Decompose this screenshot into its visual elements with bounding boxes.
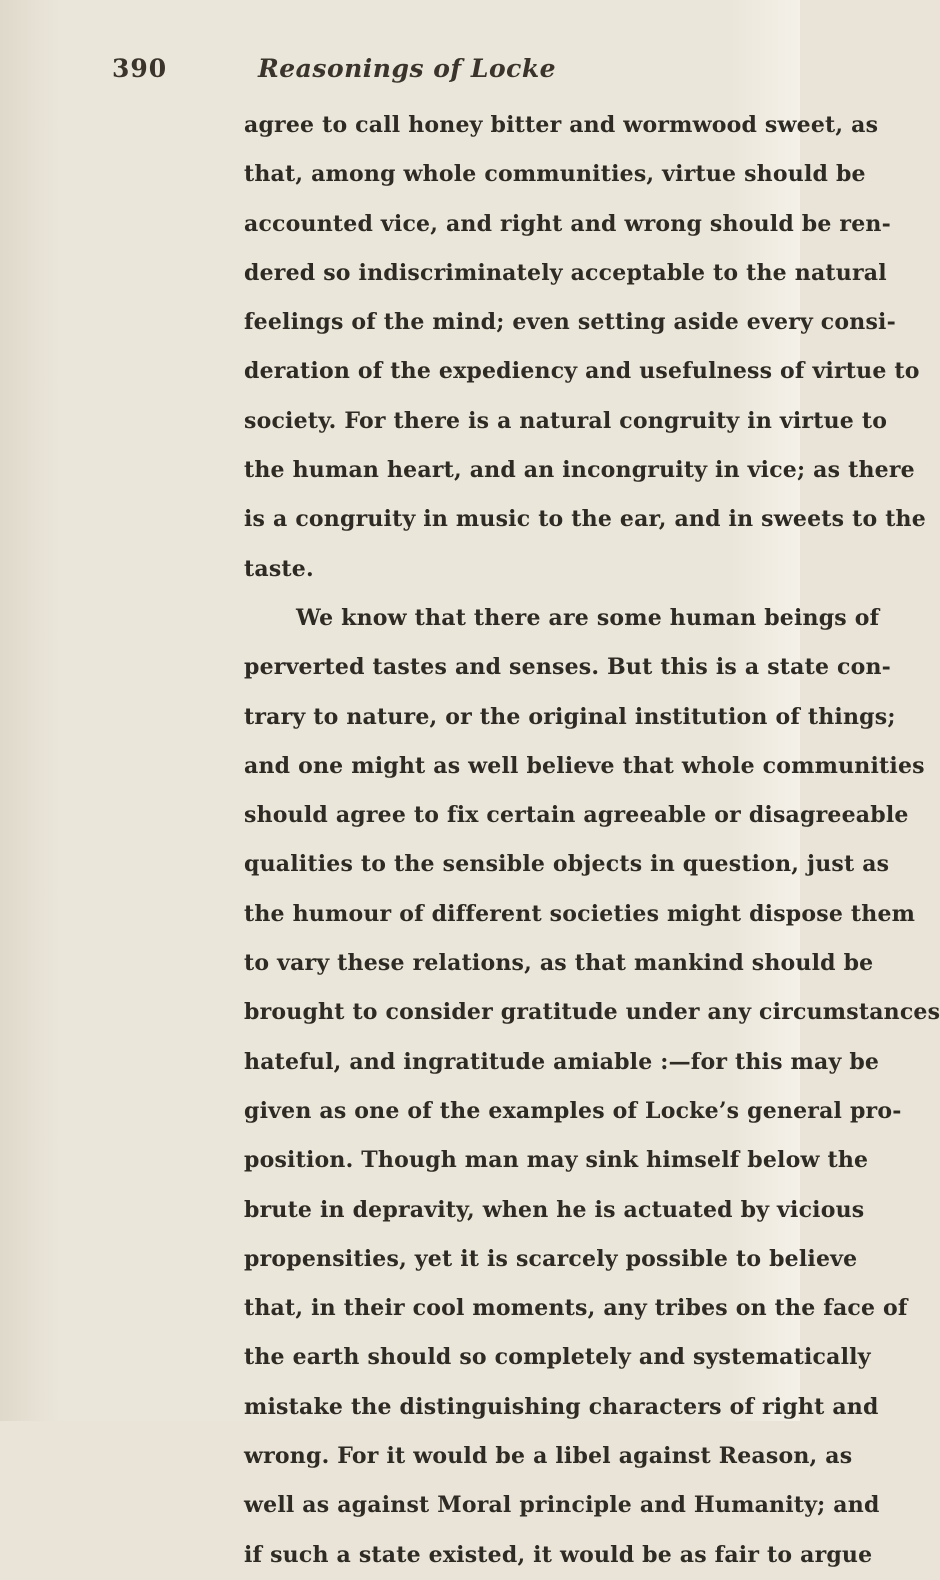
text-line: propensities, yet it is scarcely possible to believe (244, 1245, 858, 1272)
text-line: mistake the distinguishing characters of right and (244, 1393, 879, 1420)
text-line: that, in their cool moments, any tribes on the face of (244, 1295, 908, 1322)
text-line: perverted tastes and senses. But this is a state con- (244, 654, 892, 681)
text-line: feelings of the mind; even setting aside every consi- (244, 309, 896, 336)
text-line: trary to nature, or the original institution of things; (244, 703, 896, 730)
text-line: well as against Moral principle and Humanity; and (244, 1492, 880, 1519)
paragraph-start-line: We know that there are some human beings of (296, 604, 880, 631)
text-line: is a congruity in music to the ear, and in sweets to the (244, 506, 926, 533)
text-line: the earth should so completely and systematically (244, 1344, 871, 1371)
text-line: the humour of different societies might dispose them (244, 900, 916, 927)
text-line: that, among whole communities, virtue should be (244, 161, 866, 188)
text-line: dered so indiscriminately acceptable to the natural (244, 259, 887, 286)
text-line: accounted vice, and right and wrong should be ren- (244, 210, 891, 237)
text-line: brute in depravity, when he is actuated by vicious (244, 1196, 865, 1223)
text-line: given as one of the examples of Locke’s general pro- (244, 1097, 902, 1124)
running-title: Reasonings of Locke (258, 54, 557, 83)
text-line: hateful, and ingratitude amiable :—for this may be (244, 1048, 880, 1075)
text-line: position. Though man may sink himself below the (244, 1147, 869, 1174)
text-line: agree to call honey bitter and wormwood sweet, as (244, 112, 879, 138)
body-text (244, 101, 940, 1580)
running-head (112, 54, 712, 90)
text-line: and one might as well believe that whole communities (244, 752, 925, 779)
paragraph-end-line: taste. (244, 555, 314, 582)
page-number: 390 (112, 54, 168, 83)
text-line: society. For there is a natural congruity in virtue to (244, 407, 888, 434)
text-line: qualities to the sensible objects in question, just as (244, 851, 890, 878)
text-line: wrong. For it would be a libel against Reason, as (244, 1443, 853, 1470)
text-line: the human heart, and an incongruity in vice; as there (244, 457, 915, 484)
text-line: to vary these relations, as that mankind should be (244, 950, 874, 977)
text-line: should agree to fix certain agreeable or disagreeable (244, 802, 909, 829)
text-line: deration of the expediency and usefulness of virtue to (244, 358, 920, 385)
text-line: brought to consider gratitude under any circumstances (244, 999, 940, 1026)
text-line: if such a state existed, it would be as fair to argue (244, 1541, 873, 1568)
